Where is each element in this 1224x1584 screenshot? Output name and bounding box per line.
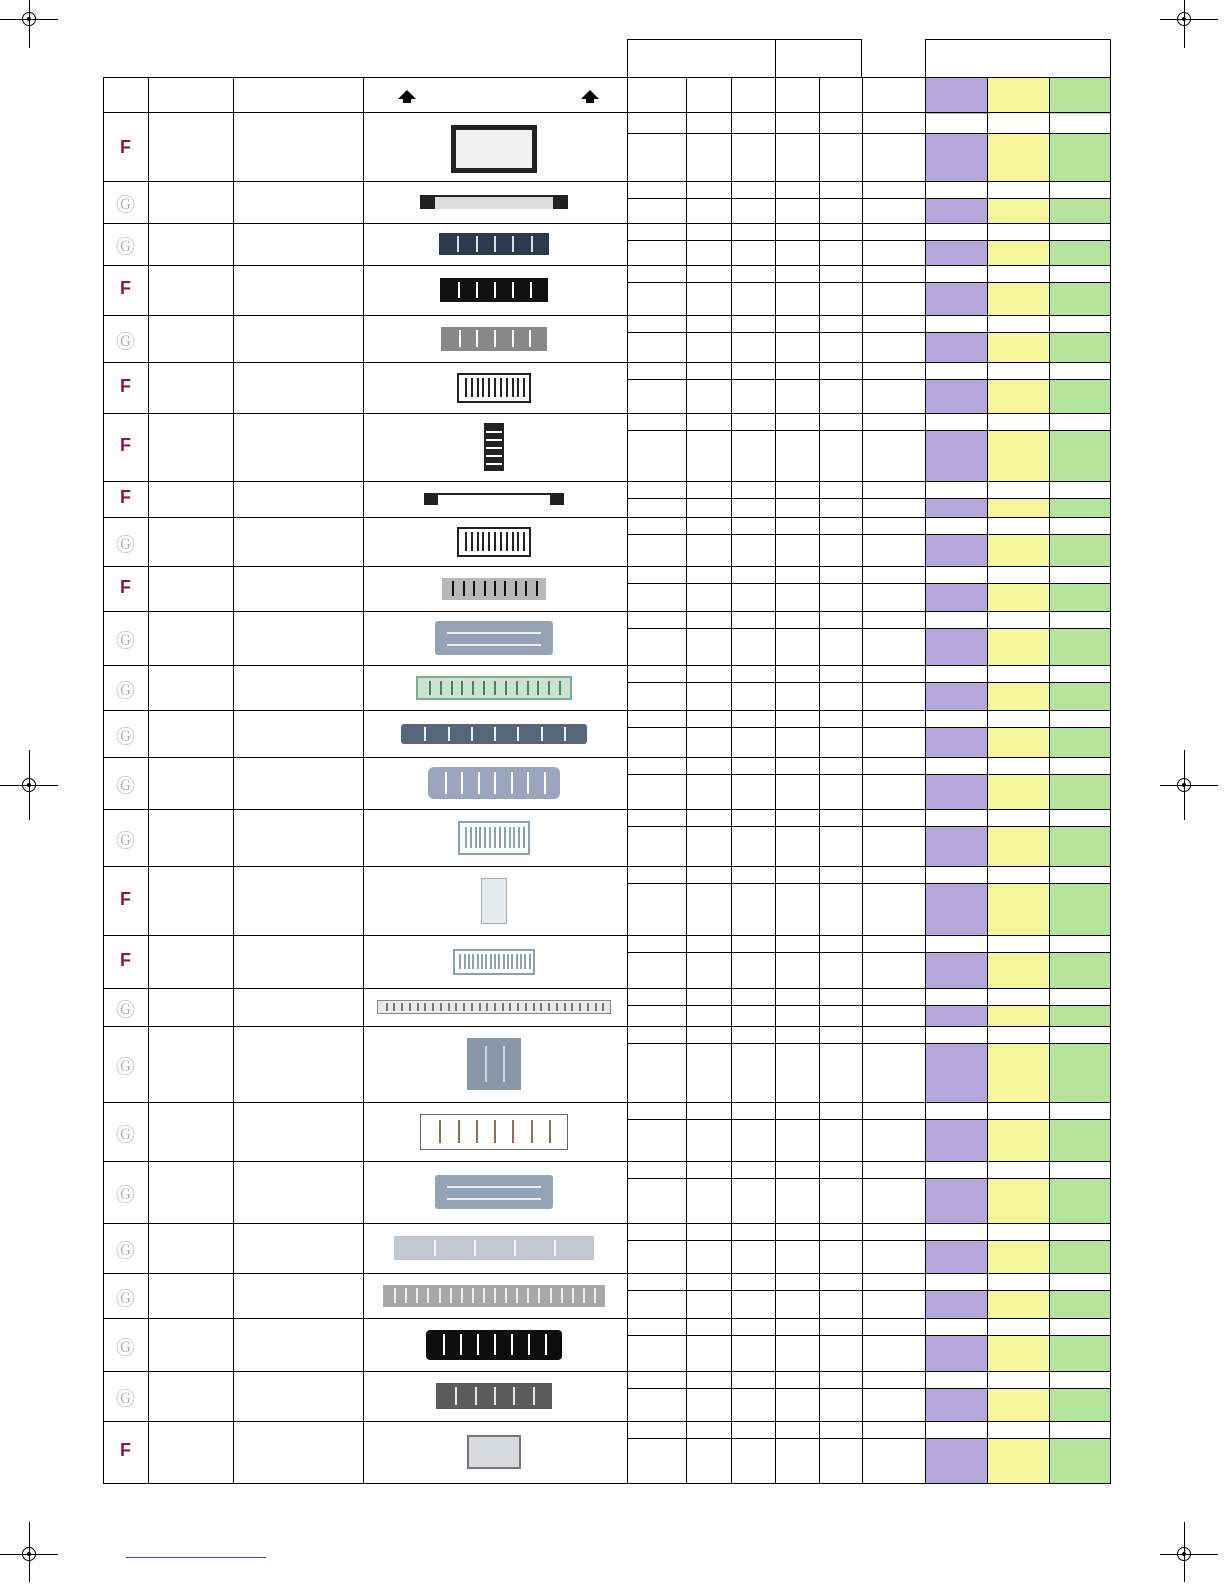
f-icon: F xyxy=(120,888,131,909)
tag-image-meander xyxy=(457,527,531,557)
row-rule xyxy=(103,1483,1110,1484)
cell-green xyxy=(1050,380,1110,413)
cell-green xyxy=(1050,1179,1110,1223)
column-rule xyxy=(925,77,926,1483)
tag-image-gray-teeth xyxy=(383,1285,605,1307)
cell-green xyxy=(1050,431,1110,481)
row-rule xyxy=(103,265,1110,266)
cell-purple xyxy=(926,1120,987,1161)
cell-purple xyxy=(926,499,987,517)
row-rule xyxy=(103,517,1110,518)
up-arrow-icon xyxy=(398,90,416,99)
tag-image-sd-strip xyxy=(401,724,587,744)
crop-mark-bottom-left xyxy=(0,1520,60,1584)
row-rule xyxy=(103,1161,1110,1162)
sub-rule xyxy=(627,332,1110,333)
row-rule xyxy=(103,566,1110,567)
cell-green xyxy=(1050,199,1110,223)
cell-purple xyxy=(926,884,987,935)
f-icon: F xyxy=(120,136,131,157)
g-icon: Ⓖ xyxy=(115,1389,135,1410)
header-cell-green xyxy=(1050,78,1110,114)
g-icon: Ⓖ xyxy=(115,1124,135,1146)
tag-image-square-frame xyxy=(451,125,537,173)
g-icon: Ⓖ xyxy=(115,726,135,748)
row-rule xyxy=(103,611,1110,612)
g-icon: Ⓖ xyxy=(115,1241,135,1262)
sub-rule xyxy=(627,883,1110,884)
cell-yellow xyxy=(988,134,1049,181)
group-header-b xyxy=(925,39,1111,78)
sub-rule xyxy=(627,1240,1110,1241)
cell-purple xyxy=(926,1006,987,1026)
row-rule xyxy=(103,757,1110,758)
footer-link-underline[interactable] xyxy=(126,1557,266,1558)
tag-image-upm-wave xyxy=(428,767,560,799)
g-icon: Ⓖ xyxy=(115,534,135,556)
column-rule xyxy=(233,77,234,1483)
cell-green xyxy=(1050,1044,1110,1102)
cell-green xyxy=(1050,683,1110,710)
cell-yellow xyxy=(988,1044,1049,1102)
cell-purple xyxy=(926,775,987,809)
cell-green xyxy=(1050,1241,1110,1273)
g-icon: Ⓖ xyxy=(115,1288,135,1310)
cell-green xyxy=(1050,499,1110,517)
g-icon: Ⓖ xyxy=(115,1057,135,1078)
cell-purple xyxy=(926,683,987,710)
g-icon: Ⓖ xyxy=(115,631,135,652)
cell-yellow xyxy=(988,1389,1049,1421)
cell-purple xyxy=(926,1291,987,1318)
tag-image-gray-wide xyxy=(442,578,546,600)
column-rule xyxy=(987,77,988,1483)
cell-yellow xyxy=(988,499,1049,517)
cell-purple xyxy=(926,953,987,988)
row-rule xyxy=(103,665,1110,666)
header-rule xyxy=(103,112,1110,113)
sub-rule xyxy=(627,682,1110,683)
sub-rule xyxy=(627,282,1110,283)
cell-green xyxy=(1050,1120,1110,1161)
g-icon: Ⓖ xyxy=(115,331,135,353)
column-rule xyxy=(1049,77,1050,1483)
cell-green xyxy=(1050,535,1110,566)
cell-purple xyxy=(926,241,987,265)
g-icon: Ⓖ xyxy=(115,195,135,216)
row-rule xyxy=(103,710,1110,711)
cell-purple xyxy=(926,728,987,757)
cell-purple xyxy=(926,1044,987,1102)
cell-yellow xyxy=(988,1336,1049,1371)
row-rule xyxy=(103,223,1110,224)
column-rule xyxy=(775,77,776,1483)
tag-image-long-smartrac xyxy=(377,1000,611,1014)
cell-purple xyxy=(926,333,987,362)
header-cell-purple xyxy=(926,78,987,114)
tag-image-gray-circles xyxy=(394,1236,594,1260)
cell-green xyxy=(1050,584,1110,611)
sub-rule xyxy=(627,952,1110,953)
cell-green xyxy=(1050,1291,1110,1318)
cell-green xyxy=(1050,884,1110,935)
cell-yellow xyxy=(988,199,1049,223)
g-icon: Ⓖ xyxy=(115,680,135,702)
tag-image-blue-strip xyxy=(439,233,549,255)
row-rule xyxy=(103,935,1110,936)
cell-purple xyxy=(926,1241,987,1273)
sub-rule xyxy=(627,826,1110,827)
header-cell-yellow xyxy=(988,78,1049,114)
row-rule xyxy=(103,481,1110,482)
sub-rule xyxy=(627,1335,1110,1336)
row-rule xyxy=(103,1371,1110,1372)
sub-rule xyxy=(627,534,1110,535)
cell-yellow xyxy=(988,535,1049,566)
row-rule xyxy=(103,1421,1110,1422)
sub-rule xyxy=(627,1438,1110,1439)
cell-purple xyxy=(926,1179,987,1223)
cell-purple xyxy=(926,199,987,223)
column-rule xyxy=(686,77,687,1483)
cell-yellow xyxy=(988,683,1049,710)
row-rule xyxy=(103,1102,1110,1103)
sub-rule xyxy=(627,240,1110,241)
cell-yellow xyxy=(988,775,1049,809)
cell-green xyxy=(1050,728,1110,757)
cell-purple xyxy=(926,380,987,413)
cell-purple xyxy=(926,1439,987,1483)
crop-mark-mid-left xyxy=(0,750,60,820)
f-icon: F xyxy=(120,576,131,597)
tag-image-green-wave xyxy=(416,676,572,700)
cell-yellow xyxy=(988,241,1049,265)
cell-green xyxy=(1050,241,1110,265)
crop-mark-top-right xyxy=(1160,0,1220,60)
cell-yellow xyxy=(988,1241,1049,1273)
column-rule xyxy=(148,77,149,1483)
cell-yellow xyxy=(988,584,1049,611)
g-icon: Ⓖ xyxy=(115,237,135,258)
group-header-a xyxy=(627,39,862,78)
tag-image-gray-loop xyxy=(441,327,547,351)
cell-green xyxy=(1050,134,1110,181)
sub-rule xyxy=(627,628,1110,629)
cell-yellow xyxy=(988,1179,1049,1223)
f-icon: F xyxy=(120,375,131,396)
cell-green xyxy=(1050,283,1110,315)
row-rule xyxy=(103,181,1110,182)
sub-rule xyxy=(627,1119,1110,1120)
tag-image-small-vertical xyxy=(484,423,504,471)
cell-yellow xyxy=(988,380,1049,413)
cell-yellow xyxy=(988,1006,1049,1026)
sub-rule xyxy=(627,379,1110,380)
row-rule xyxy=(103,1318,1110,1319)
crop-mark-mid-right xyxy=(1160,750,1220,820)
row-rule xyxy=(103,809,1110,810)
cell-yellow xyxy=(988,333,1049,362)
sub-rule xyxy=(627,498,1110,499)
cell-green xyxy=(1050,1336,1110,1371)
sub-rule xyxy=(627,1290,1110,1291)
column-rule xyxy=(627,77,628,1483)
sub-rule xyxy=(627,1388,1110,1389)
tag-image-small-vertical-light xyxy=(481,878,507,924)
cell-green xyxy=(1050,333,1110,362)
tag-image-light-meander xyxy=(458,821,530,855)
cell-green xyxy=(1050,1389,1110,1421)
sub-rule xyxy=(627,774,1110,775)
cell-yellow xyxy=(988,953,1049,988)
sub-rule xyxy=(627,583,1110,584)
row-rule xyxy=(103,1273,1110,1274)
cell-yellow xyxy=(988,1291,1049,1318)
sub-rule xyxy=(627,727,1110,728)
tag-image-thin-strip xyxy=(424,493,564,505)
cell-yellow xyxy=(988,431,1049,481)
tag-image-square-gray xyxy=(467,1038,521,1090)
f-icon: F xyxy=(120,487,131,507)
tag-image-small-square xyxy=(467,1435,521,1469)
g-icon: Ⓖ xyxy=(115,1185,135,1206)
up-arrow-icon xyxy=(581,90,599,99)
g-icon: Ⓖ xyxy=(115,830,135,852)
f-icon: F xyxy=(120,949,131,970)
tag-image-meander xyxy=(457,373,531,403)
cell-purple xyxy=(926,827,987,866)
f-icon: F xyxy=(120,278,131,298)
f-icon: F xyxy=(120,435,131,455)
row-rule xyxy=(103,866,1110,867)
cell-green xyxy=(1050,827,1110,866)
cell-green xyxy=(1050,775,1110,809)
tag-image-upm-brown xyxy=(420,1114,568,1150)
tag-image-light-zigzag xyxy=(453,949,535,975)
sub-rule xyxy=(627,1005,1110,1006)
tag-image-long-strip xyxy=(420,195,568,209)
column-rule xyxy=(363,77,364,1483)
cell-green xyxy=(1050,1006,1110,1026)
cell-purple xyxy=(926,629,987,665)
cell-yellow xyxy=(988,283,1049,315)
cell-yellow xyxy=(988,728,1049,757)
crop-mark-top-left xyxy=(0,0,60,60)
row-rule xyxy=(103,413,1110,414)
crop-mark-bottom-right xyxy=(1160,1520,1220,1584)
sub-rule xyxy=(627,198,1110,199)
cell-yellow xyxy=(988,629,1049,665)
row-rule xyxy=(103,988,1110,989)
row-rule xyxy=(103,315,1110,316)
row-rule xyxy=(103,1223,1110,1224)
g-icon: Ⓖ xyxy=(115,1337,135,1359)
sub-rule xyxy=(627,1043,1110,1044)
cell-yellow xyxy=(988,884,1049,935)
cell-yellow xyxy=(988,1120,1049,1161)
g-icon: Ⓖ xyxy=(115,776,135,797)
column-rule xyxy=(731,77,732,1483)
f-icon: F xyxy=(120,1440,131,1460)
cell-green xyxy=(1050,1439,1110,1483)
cell-yellow xyxy=(988,1439,1049,1483)
cell-purple xyxy=(926,1389,987,1421)
cell-green xyxy=(1050,629,1110,665)
cell-yellow xyxy=(988,827,1049,866)
cell-purple xyxy=(926,134,987,181)
tag-image-dark-loop xyxy=(436,1383,552,1409)
cell-purple xyxy=(926,535,987,566)
cell-purple xyxy=(926,1336,987,1371)
group-header-divider xyxy=(775,39,776,78)
sub-rule xyxy=(627,133,1110,134)
row-rule xyxy=(103,1026,1110,1027)
row-rule xyxy=(103,362,1110,363)
cell-purple xyxy=(926,283,987,315)
sub-rule xyxy=(627,1178,1110,1179)
tag-image-black-loop xyxy=(440,278,548,302)
cell-green xyxy=(1050,953,1110,988)
column-rule xyxy=(862,77,863,1483)
sub-rule xyxy=(627,430,1110,431)
cell-purple xyxy=(926,584,987,611)
g-icon: Ⓖ xyxy=(115,1000,135,1021)
tag-image-black-bold xyxy=(426,1330,562,1360)
tag-image-smartrac xyxy=(435,1175,553,1209)
cell-purple xyxy=(926,431,987,481)
column-rule xyxy=(819,77,820,1483)
tag-image-smartrac xyxy=(435,621,553,655)
